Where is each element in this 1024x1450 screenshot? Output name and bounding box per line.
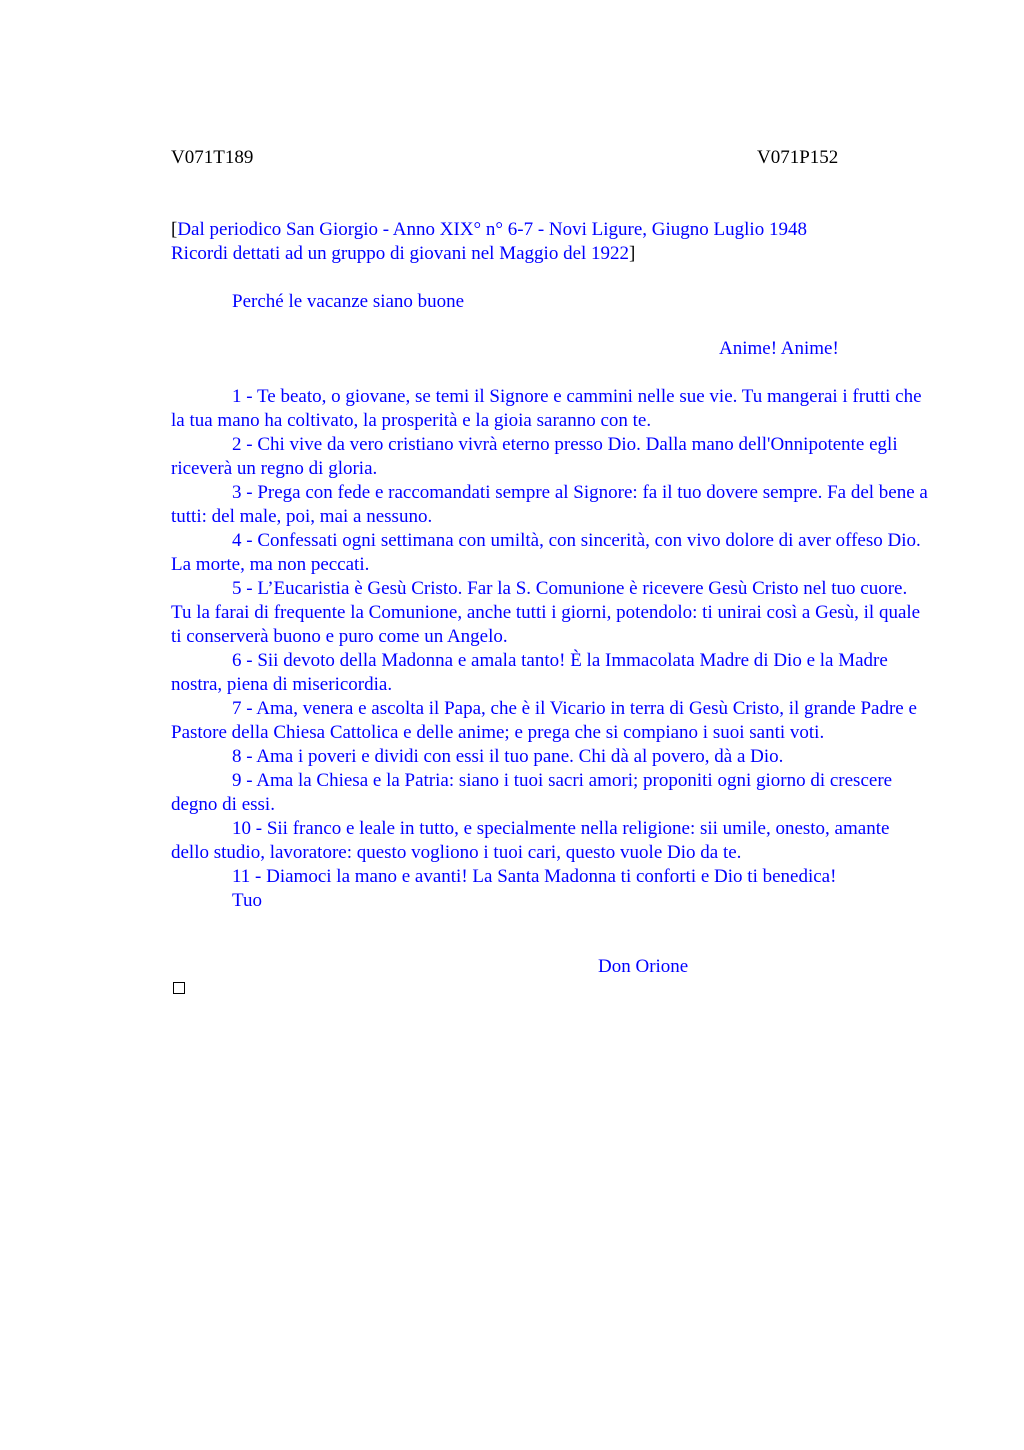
list-item: 10 - Sii franco e leale in tutto, e specialmente nella religione: sii umile, onesto, amante dello studio, lavoratore: questo vogliono i tuoi cari, questo vuole Dio da te. [171,818,890,863]
numbered-list [171,385,931,913]
source-bracket-close: ] [629,243,636,264]
list-item: 5 - L’Eucaristia è Gesù Cristo. Far la S. Comunione è ricevere Gesù Cristo nel tuo cuore. Tu la farai di frequente la Comunione, anche tutti i giorni, potendolo: ti unirai così a Gesù, il quale ti conserverà buono e puro come un Angelo. [171,578,921,647]
document-title: Perché le vacanze siano buone [232,291,465,312]
source-note [171,218,931,266]
empty-box-glyph [173,982,185,994]
source-bracket-open: [ [171,219,178,240]
source-line-2: Ricordi dettati ad un gruppo di giovani nel Maggio del 1922 [171,243,630,264]
list-item: 4 - Confessati ogni settimana con umiltà, con sincerità, con vivo dolore di aver offeso Dio. La morte, ma non peccati. [171,530,921,575]
list-item: 11 - Diamoci la mano e avanti! La Santa Madonna ti conforti e Dio ti benedica! [232,866,837,887]
list-item: 8 - Ama i poveri e dividi con essi il tuo pane. Chi dà al povero, dà a Dio. [232,746,784,767]
closing-word: Tuo [232,890,262,911]
motto: Anime! Anime! [719,338,839,359]
signature: Don Orione [598,956,689,977]
list-item: 9 - Ama la Chiesa e la Patria: siano i tuoi sacri amori; proponiti ogni giorno di crescere degno di essi. [171,770,893,815]
list-item: 1 - Te beato, o giovane, se temi il Signore e cammini nelle sue vie. Tu mangerai i frutti che la tua mano ha coltivato, la prosperità e la gioia saranno con te. [171,386,922,431]
list-item: 6 - Sii devoto della Madonna e amala tanto! È la Immacolata Madre di Dio e la Madre nostra, piena di misericordia. [171,650,888,695]
list-item: 7 - Ama, venera e ascolta il Papa, che è il Vicario in terra di Gesù Cristo, il grande Padre e Pastore della Chiesa Cattolica e delle anime; e prega che si compiano i suoi santi voti. [171,698,917,743]
page-code-right: V071P152 [757,147,839,168]
document-code-left: V071T189 [171,147,254,168]
source-line-1: Dal periodico San Giorgio - Anno XIX° n° 6-7 - Novi Ligure, Giugno Luglio 1948 [177,219,807,240]
list-item: 2 - Chi vive da vero cristiano vivrà eterno presso Dio. Dalla mano dell'Onnipotente egli riceverà un regno di gloria. [171,434,898,479]
list-item: 3 - Prega con fede e raccomandati sempre al Signore: fa il tuo dovere sempre. Fa del bene a tutti: del male, poi, mai a nessuno. [171,482,928,527]
